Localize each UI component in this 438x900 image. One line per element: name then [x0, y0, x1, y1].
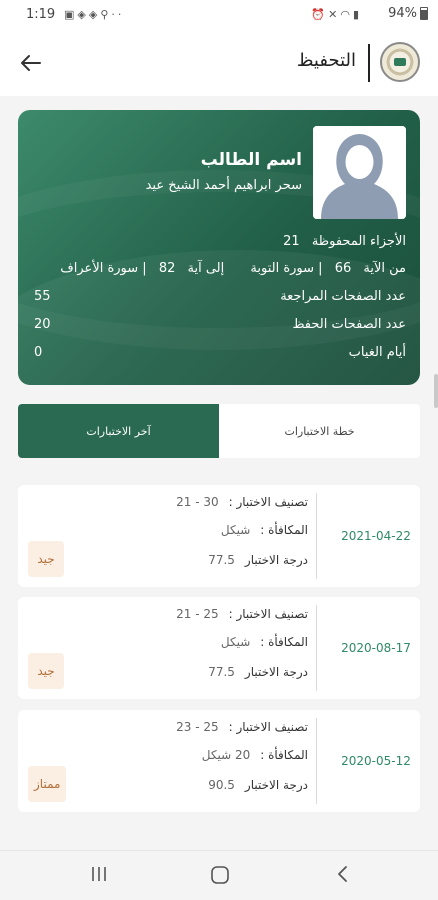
memorized-pages-value: 20 [34, 317, 51, 332]
reward-label: المكافأة : [260, 523, 308, 537]
grade-badge: جيد [28, 653, 64, 689]
absence-value: 0 [34, 345, 43, 360]
battery-percent: 94% [388, 6, 417, 21]
absence-row [349, 345, 406, 360]
test-score [208, 553, 308, 567]
memorization-range-row [60, 261, 406, 276]
image-icon: ▣ [64, 8, 78, 21]
usb-icon: ⚲ [100, 8, 112, 21]
test-classification [176, 495, 308, 509]
memorized-pages-label: عدد الصفحات الحفظ [292, 317, 406, 332]
test-date: 2020-08-17 [341, 641, 411, 655]
alarm-icon: ⏰ [311, 8, 329, 21]
status-time: 1:19 [26, 7, 56, 22]
review-pages-row [280, 289, 406, 304]
score-label: درجة الاختبار [244, 553, 308, 567]
test-card[interactable] [18, 485, 420, 587]
status-system-icons [311, 8, 362, 21]
tab-latest-tests[interactable]: آخر الاختبارات [18, 404, 219, 458]
range-to-ayah: 82 [158, 261, 176, 276]
system-nav-bar [0, 850, 438, 900]
range-to-label: إلى آية [187, 261, 225, 276]
back-button[interactable] [16, 48, 46, 78]
review-pages-value: 55 [34, 289, 51, 304]
shield-icon: ◈ [77, 8, 89, 21]
classification-label: تصنيف الاختبار : [228, 495, 308, 509]
more-icon: ·· [111, 8, 125, 21]
grade-badge: ممتاز [28, 766, 66, 802]
score-label: درجة الاختبار [244, 665, 308, 679]
score-label: درجة الاختبار [244, 778, 308, 792]
classification-value: 30 - 21 [176, 495, 219, 509]
female-avatar-icon [313, 126, 406, 219]
student-avatar [313, 126, 406, 219]
test-date: 2021-04-22 [341, 529, 411, 543]
score-value: 77.5 [208, 665, 235, 679]
home-icon[interactable] [210, 865, 230, 885]
student-name-label: اسم الطالب [200, 150, 302, 170]
reward-value: شيكل [220, 523, 251, 537]
shield-icon: ◈ [88, 8, 101, 21]
mute-icon: ✕ [328, 8, 341, 21]
student-name: سحر ابراهيم أحمد الشيخ عيد [145, 178, 302, 193]
card-divider [316, 493, 317, 579]
battery-indicator [388, 6, 428, 21]
range-from-surah: | سورة التوبة [250, 261, 323, 276]
reward-label: المكافأة : [260, 635, 308, 649]
title-divider [368, 44, 370, 82]
grade-badge: جيد [28, 541, 64, 577]
classification-value: 25 - 21 [176, 607, 219, 621]
test-reward [221, 635, 308, 649]
app-bar [0, 30, 438, 96]
review-pages-label: عدد الصفحات المراجعة [280, 289, 406, 304]
test-classification [176, 720, 308, 734]
recent-apps-icon[interactable] [90, 865, 108, 883]
wifi-icon: ◠ [340, 8, 353, 21]
memorized-pages-row [292, 317, 406, 332]
status-notification-icons [64, 8, 124, 21]
classification-value: 25 - 23 [176, 720, 219, 734]
tests-tabs [18, 404, 420, 458]
page-title: التحفيظ [296, 50, 356, 71]
reward-value: 20 شيكل [201, 748, 251, 762]
signal-icon: ▮ [352, 8, 362, 21]
classification-label: تصنيف الاختبار : [228, 607, 308, 621]
memorized-parts-value: 21 [283, 234, 300, 249]
test-date: 2020-05-12 [341, 754, 411, 768]
memorized-parts-label: الأجزاء المحفوظة [311, 234, 406, 249]
reward-value: شيكل [220, 635, 251, 649]
score-value: 90.5 [208, 778, 235, 792]
card-divider [316, 718, 317, 804]
scrollbar[interactable] [434, 374, 438, 408]
test-reward [202, 748, 308, 762]
test-reward [221, 523, 308, 537]
school-logo-icon [380, 42, 420, 82]
range-from-label: من الآية [363, 261, 406, 276]
student-info-card [18, 110, 420, 385]
arrow-left-icon [16, 48, 46, 78]
status-bar [0, 0, 438, 30]
tab-tests-plan[interactable]: خطة الاختبارات [284, 424, 355, 438]
battery-icon [420, 7, 428, 20]
range-from-ayah: 66 [334, 261, 352, 276]
range-to-surah: | سورة الأعراف [60, 261, 147, 276]
classification-label: تصنيف الاختبار : [228, 720, 308, 734]
test-classification [176, 607, 308, 621]
reward-label: المكافأة : [260, 748, 308, 762]
test-card[interactable] [18, 597, 420, 699]
test-score [208, 778, 308, 792]
test-card[interactable] [18, 710, 420, 812]
absence-label: أيام الغياب [348, 345, 406, 360]
memorized-parts-row [283, 234, 406, 249]
card-divider [316, 605, 317, 691]
score-value: 77.5 [208, 553, 235, 567]
test-score [208, 665, 308, 679]
back-icon[interactable] [334, 865, 352, 883]
